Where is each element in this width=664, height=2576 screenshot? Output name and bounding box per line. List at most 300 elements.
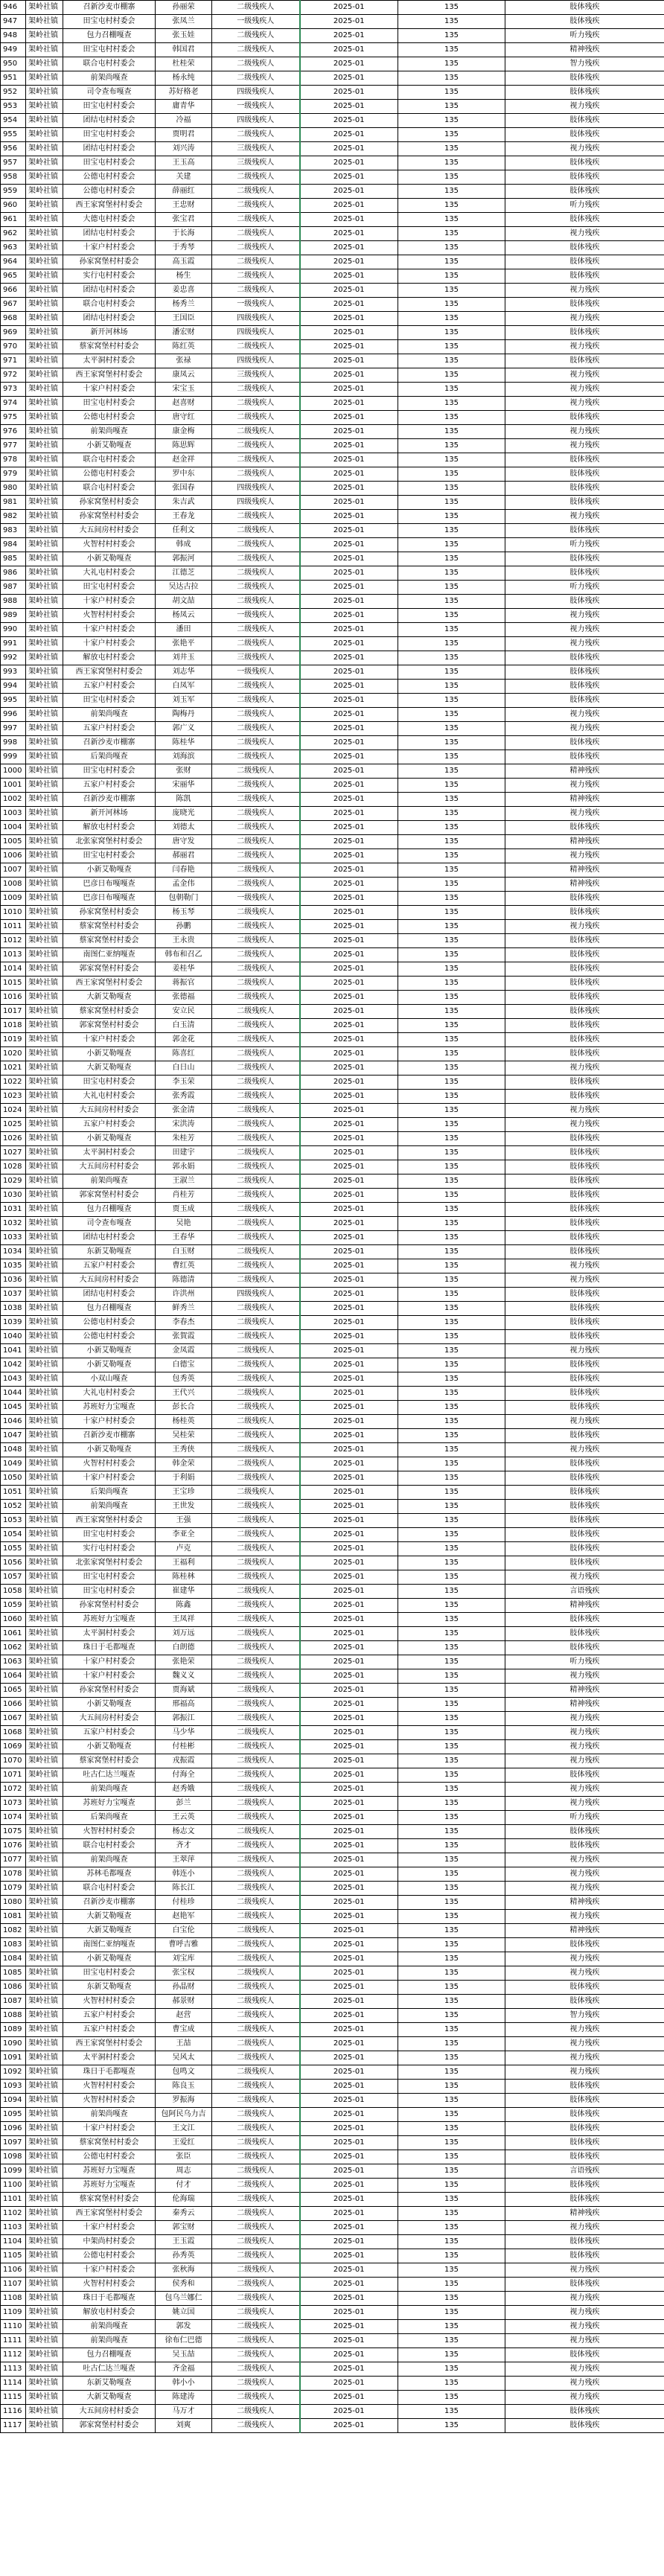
row-month: 2025-01	[300, 595, 398, 609]
row-category: 肢体残疾	[505, 1387, 664, 1401]
row-name: 张宝权	[156, 1966, 212, 1981]
row-amount: 135	[398, 779, 505, 793]
row-town: 架岭社镇	[26, 326, 63, 340]
table-row	[1, 128, 664, 142]
row-month: 2025-01	[300, 991, 398, 1005]
row-amount: 135	[398, 1146, 505, 1160]
row-village: 田宝屯村村委会	[63, 1076, 156, 1090]
table-row	[1, 298, 664, 312]
row-town: 架岭社镇	[26, 2108, 63, 2122]
row-town: 架岭社镇	[26, 1952, 63, 1966]
row-level: 二级残疾人	[212, 1005, 300, 1019]
row-category: 肢体残疾	[505, 1514, 664, 1528]
row-name: 张国春	[156, 482, 212, 496]
row-category: 肢体残疾	[505, 736, 664, 750]
row-village: 前架尚嘎查	[63, 2334, 156, 2348]
row-name: 郭振江	[156, 1712, 212, 1726]
row-level: 二级残疾人	[212, 1076, 300, 1090]
row-level: 三级残疾人	[212, 142, 300, 156]
row-category: 肢体残疾	[505, 453, 664, 467]
row-seq: 1095	[1, 2108, 26, 2122]
row-village: 司令查布嘎查	[63, 86, 156, 100]
row-month: 2025-01	[300, 496, 398, 510]
table-row	[1, 1005, 664, 1019]
row-amount: 135	[398, 1415, 505, 1429]
row-month: 2025-01	[300, 439, 398, 453]
row-category: 肢体残疾	[505, 1288, 664, 1302]
row-month: 2025-01	[300, 340, 398, 354]
row-month: 2025-01	[300, 1302, 398, 1316]
row-town: 架岭社镇	[26, 1401, 63, 1415]
row-level: 二级残疾人	[212, 2122, 300, 2136]
row-amount: 135	[398, 1641, 505, 1655]
row-amount: 135	[398, 439, 505, 453]
row-village: 包力召棚嘎查	[63, 29, 156, 43]
row-village: 五家户村村委会	[63, 2009, 156, 2023]
row-amount: 135	[398, 1599, 505, 1613]
row-town: 架岭社镇	[26, 1273, 63, 1288]
row-level: 二级残疾人	[212, 1853, 300, 1867]
row-seq: 1032	[1, 1217, 26, 1231]
table-row	[1, 2334, 664, 2348]
row-level: 二级残疾人	[212, 807, 300, 821]
row-town: 架岭社镇	[26, 1457, 63, 1471]
row-level: 二级残疾人	[212, 2377, 300, 2391]
row-town: 架岭社镇	[26, 1641, 63, 1655]
row-village: 大新艾勒嘎查	[63, 991, 156, 1005]
row-seq: 1024	[1, 1104, 26, 1118]
row-level: 二级残疾人	[212, 29, 300, 43]
row-level: 二级残疾人	[212, 2235, 300, 2249]
row-category: 肢体残疾	[505, 595, 664, 609]
table-row	[1, 764, 664, 779]
table-row	[1, 2108, 664, 2122]
row-category: 肢体残疾	[505, 1556, 664, 1570]
row-seq: 1063	[1, 1655, 26, 1669]
row-level: 二级残疾人	[212, 1754, 300, 1768]
row-category: 视力残疾	[505, 2292, 664, 2306]
row-month: 2025-01	[300, 368, 398, 383]
row-month: 2025-01	[300, 962, 398, 977]
row-name: 潘宏财	[156, 326, 212, 340]
row-seq: 1059	[1, 1599, 26, 1613]
row-level: 一级残疾人	[212, 298, 300, 312]
row-seq: 956	[1, 142, 26, 156]
table-body	[1, 1, 664, 2433]
row-town: 架岭社镇	[26, 1259, 63, 1273]
row-category: 视力残疾	[505, 1867, 664, 1882]
row-category: 视力残疾	[505, 609, 664, 623]
row-month: 2025-01	[300, 1090, 398, 1104]
row-name: 张秋海	[156, 2263, 212, 2278]
row-seq: 1022	[1, 1076, 26, 1090]
row-month: 2025-01	[300, 1259, 398, 1273]
row-village: 大五间房村村委会	[63, 1273, 156, 1288]
row-village: 司令查布嘎查	[63, 1217, 156, 1231]
table-row	[1, 482, 664, 496]
row-seq: 1071	[1, 1768, 26, 1783]
row-village: 蔡家窝堡村村委会	[63, 920, 156, 934]
row-name: 杨秀兰	[156, 298, 212, 312]
row-name: 徐布仁巴德	[156, 2334, 212, 2348]
row-town: 架岭社镇	[26, 1174, 63, 1189]
row-seq: 1044	[1, 1387, 26, 1401]
row-level: 二级残疾人	[212, 779, 300, 793]
table-row	[1, 57, 664, 71]
row-category: 肢体残疾	[505, 241, 664, 255]
row-town: 架岭社镇	[26, 354, 63, 368]
row-name: 杨桂英	[156, 1415, 212, 1429]
row-category: 视力残疾	[505, 722, 664, 736]
row-town: 架岭社镇	[26, 821, 63, 835]
table-row	[1, 15, 664, 29]
row-town: 架岭社镇	[26, 2306, 63, 2320]
table-row	[1, 595, 664, 609]
table-row	[1, 2221, 664, 2235]
row-name: 金凤霞	[156, 1344, 212, 1358]
row-village: 五家户村村委会	[63, 1118, 156, 1132]
row-village: 十家户村村委会	[63, 241, 156, 255]
row-category: 精神残疾	[505, 1684, 664, 1698]
row-amount: 135	[398, 269, 505, 284]
row-town: 架岭社镇	[26, 1853, 63, 1867]
row-seq: 959	[1, 185, 26, 199]
row-amount: 135	[398, 821, 505, 835]
table-row	[1, 1033, 664, 1047]
table-row	[1, 1910, 664, 1924]
row-month: 2025-01	[300, 241, 398, 255]
table-row	[1, 694, 664, 708]
row-name: 蒋振官	[156, 977, 212, 991]
table-row	[1, 1981, 664, 1995]
row-town: 架岭社镇	[26, 1726, 63, 1740]
table-row	[1, 524, 664, 538]
row-seq: 1106	[1, 2263, 26, 2278]
row-name: 刘德太	[156, 821, 212, 835]
row-level: 二级残疾人	[212, 793, 300, 807]
row-village: 大五间房村村委会	[63, 1160, 156, 1174]
row-amount: 135	[398, 2292, 505, 2306]
row-amount: 135	[398, 1783, 505, 1797]
row-name: 庸青华	[156, 100, 212, 114]
row-amount: 135	[398, 354, 505, 368]
row-category: 精神残疾	[505, 863, 664, 878]
table-row	[1, 2348, 664, 2362]
row-town: 架岭社镇	[26, 1783, 63, 1797]
row-amount: 135	[398, 1344, 505, 1358]
row-month: 2025-01	[300, 2150, 398, 2164]
row-seq: 953	[1, 100, 26, 114]
row-seq: 1079	[1, 1882, 26, 1896]
row-town: 架岭社镇	[26, 2094, 63, 2108]
row-category: 肢体残疾	[505, 2136, 664, 2150]
row-seq: 995	[1, 694, 26, 708]
row-name: 朱吉武	[156, 496, 212, 510]
row-name: 鲜秀兰	[156, 1302, 212, 1316]
row-month: 2025-01	[300, 1528, 398, 1542]
row-amount: 135	[398, 2263, 505, 2278]
row-month: 2025-01	[300, 750, 398, 764]
row-month: 2025-01	[300, 1924, 398, 1938]
row-level: 二级残疾人	[212, 1090, 300, 1104]
row-name: 贾玉成	[156, 1203, 212, 1217]
row-seq: 972	[1, 368, 26, 383]
row-category: 肢体残疾	[505, 482, 664, 496]
row-name: 杨凤云	[156, 609, 212, 623]
row-amount: 135	[398, 708, 505, 722]
table-row	[1, 1019, 664, 1033]
row-town: 架岭社镇	[26, 2136, 63, 2150]
row-village: 珠日于毛都嘎查	[63, 2292, 156, 2306]
row-village: 联合屯村村委会	[63, 1882, 156, 1896]
row-village: 解放屯村村委会	[63, 651, 156, 665]
table-row	[1, 1938, 664, 1952]
table-row	[1, 1655, 664, 1669]
table-row	[1, 934, 664, 948]
row-month: 2025-01	[300, 2122, 398, 2136]
table-row	[1, 1358, 664, 1372]
row-amount: 135	[398, 1655, 505, 1669]
row-month: 2025-01	[300, 269, 398, 284]
row-town: 架岭社镇	[26, 2263, 63, 2278]
row-level: 二级残疾人	[212, 1415, 300, 1429]
table-row	[1, 1443, 664, 1457]
row-name: 江德芝	[156, 566, 212, 581]
row-category: 视力残疾	[505, 2334, 664, 2348]
table-row	[1, 1387, 664, 1401]
row-name: 付才	[156, 2179, 212, 2193]
row-village: 小双山嘎查	[63, 1372, 156, 1387]
row-seq: 949	[1, 43, 26, 57]
row-level: 二级残疾人	[212, 1330, 300, 1344]
row-village: 珠日于毛都嘎查	[63, 1641, 156, 1655]
row-town: 架岭社镇	[26, 1712, 63, 1726]
row-amount: 135	[398, 1867, 505, 1882]
row-town: 架岭社镇	[26, 764, 63, 779]
table-row	[1, 156, 664, 170]
row-amount: 135	[398, 340, 505, 354]
row-level: 二级残疾人	[212, 1542, 300, 1556]
row-village: 太平洞村村委会	[63, 1627, 156, 1641]
row-level: 二级残疾人	[212, 680, 300, 694]
row-month: 2025-01	[300, 609, 398, 623]
row-name: 刘志华	[156, 665, 212, 680]
row-category: 肢体残疾	[505, 1981, 664, 1995]
row-category: 视力残疾	[505, 340, 664, 354]
table-row	[1, 114, 664, 128]
row-seq: 1010	[1, 906, 26, 920]
row-category: 肢体残疾	[505, 651, 664, 665]
row-level: 二级残疾人	[212, 2278, 300, 2292]
row-month: 2025-01	[300, 906, 398, 920]
table-row	[1, 354, 664, 368]
row-month: 2025-01	[300, 298, 398, 312]
row-amount: 135	[398, 2080, 505, 2094]
row-name: 白德宝	[156, 1358, 212, 1372]
row-level: 二级残疾人	[212, 962, 300, 977]
row-seq: 1000	[1, 764, 26, 779]
row-name: 安立民	[156, 1005, 212, 1019]
row-village: 小新艾勒嘎查	[63, 1740, 156, 1754]
row-amount: 135	[398, 1005, 505, 1019]
row-village: 团结屯村村委会	[63, 1288, 156, 1302]
table-row	[1, 651, 664, 665]
row-village: 十家户村村委会	[63, 595, 156, 609]
row-town: 架岭社镇	[26, 1910, 63, 1924]
row-seq: 960	[1, 199, 26, 213]
row-amount: 135	[398, 2405, 505, 2419]
row-town: 架岭社镇	[26, 2362, 63, 2377]
table-row	[1, 1783, 664, 1797]
table-row	[1, 496, 664, 510]
row-village: 蔡家窝堡村村委会	[63, 2193, 156, 2207]
row-town: 架岭社镇	[26, 1669, 63, 1684]
row-category: 听力残疾	[505, 538, 664, 552]
row-village: 火智村村村委会	[63, 2278, 156, 2292]
row-seq: 1109	[1, 2306, 26, 2320]
row-village: 孙家窝堡村村委会	[63, 496, 156, 510]
row-town: 架岭社镇	[26, 722, 63, 736]
row-month: 2025-01	[300, 1726, 398, 1740]
row-month: 2025-01	[300, 142, 398, 156]
row-name: 王云英	[156, 1811, 212, 1825]
row-month: 2025-01	[300, 2278, 398, 2292]
row-amount: 135	[398, 397, 505, 411]
row-town: 架岭社镇	[26, 1372, 63, 1387]
row-seq: 1087	[1, 1995, 26, 2009]
row-seq: 1021	[1, 1061, 26, 1076]
row-level: 二级残疾人	[212, 1429, 300, 1443]
row-category: 视力残疾	[505, 397, 664, 411]
table-row	[1, 2405, 664, 2419]
row-level: 二级残疾人	[212, 1457, 300, 1471]
row-level: 二级残疾人	[212, 199, 300, 213]
row-level: 二级残疾人	[212, 1189, 300, 1203]
row-village: 包力召棚嘎查	[63, 2348, 156, 2362]
row-seq: 962	[1, 227, 26, 241]
table-row	[1, 1132, 664, 1146]
row-month: 2025-01	[300, 2320, 398, 2334]
row-amount: 135	[398, 43, 505, 57]
row-category: 视力残疾	[505, 510, 664, 524]
row-level: 二级残疾人	[212, 1924, 300, 1938]
row-category: 肢体残疾	[505, 2405, 664, 2419]
row-name: 陈德清	[156, 1273, 212, 1288]
row-town: 架岭社镇	[26, 114, 63, 128]
row-town: 架岭社镇	[26, 2065, 63, 2080]
row-amount: 135	[398, 1726, 505, 1740]
row-amount: 135	[398, 1500, 505, 1514]
row-month: 2025-01	[300, 1740, 398, 1754]
row-name: 刘万远	[156, 1627, 212, 1641]
row-amount: 135	[398, 595, 505, 609]
row-seq: 1104	[1, 2235, 26, 2249]
row-name: 刘爽	[156, 2419, 212, 2433]
row-seq: 1064	[1, 1669, 26, 1684]
row-town: 架岭社镇	[26, 962, 63, 977]
table-row	[1, 581, 664, 595]
row-category: 肢体残疾	[505, 1189, 664, 1203]
row-month: 2025-01	[300, 2362, 398, 2377]
row-town: 架岭社镇	[26, 1684, 63, 1698]
row-name: 姜忠喜	[156, 284, 212, 298]
row-category: 视力残疾	[505, 1118, 664, 1132]
row-village: 包力召棚嘎查	[63, 1302, 156, 1316]
row-category: 肢体残疾	[505, 2193, 664, 2207]
row-town: 架岭社镇	[26, 566, 63, 581]
row-seq: 1041	[1, 1344, 26, 1358]
row-town: 架岭社镇	[26, 1613, 63, 1627]
row-category: 精神残疾	[505, 878, 664, 892]
table-row	[1, 185, 664, 199]
row-town: 架岭社镇	[26, 43, 63, 57]
row-village: 西王家窝堡村村委会	[63, 977, 156, 991]
table-row	[1, 1995, 664, 2009]
row-amount: 135	[398, 1627, 505, 1641]
row-seq: 1093	[1, 2080, 26, 2094]
row-level: 二级残疾人	[212, 1104, 300, 1118]
row-seq: 986	[1, 566, 26, 581]
row-seq: 1067	[1, 1712, 26, 1726]
row-name: 贾海斌	[156, 1684, 212, 1698]
row-town: 架岭社镇	[26, 1839, 63, 1853]
row-month: 2025-01	[300, 2164, 398, 2179]
row-seq: 1042	[1, 1358, 26, 1372]
row-level: 二级残疾人	[212, 920, 300, 934]
row-amount: 135	[398, 482, 505, 496]
table-row	[1, 1245, 664, 1259]
row-seq: 1096	[1, 2122, 26, 2136]
row-category: 视力残疾	[505, 2221, 664, 2235]
row-name: 康凤云	[156, 368, 212, 383]
row-amount: 135	[398, 2179, 505, 2193]
row-category: 肢体残疾	[505, 170, 664, 185]
row-village: 南图仁亚纳嘎查	[63, 948, 156, 962]
row-month: 2025-01	[300, 397, 398, 411]
row-month: 2025-01	[300, 821, 398, 835]
row-category: 肢体残疾	[505, 962, 664, 977]
row-level: 二级残疾人	[212, 2348, 300, 2362]
row-name: 韩国君	[156, 43, 212, 57]
row-level: 一级残疾人	[212, 665, 300, 680]
row-village: 东新艾勒嘎查	[63, 1981, 156, 1995]
row-village: 大五间房村村委会	[63, 524, 156, 538]
row-category: 视力残疾	[505, 1740, 664, 1754]
table-row	[1, 1047, 664, 1061]
row-seq: 961	[1, 213, 26, 227]
row-level: 二级残疾人	[212, 467, 300, 482]
row-month: 2025-01	[300, 71, 398, 86]
row-seq: 1114	[1, 2377, 26, 2391]
row-name: 高玉霞	[156, 255, 212, 269]
row-town: 架岭社镇	[26, 1938, 63, 1952]
row-level: 二级残疾人	[212, 128, 300, 142]
row-village: 火智村村村委会	[63, 1825, 156, 1839]
table-row	[1, 2179, 664, 2193]
row-amount: 135	[398, 1839, 505, 1853]
table-row	[1, 2136, 664, 2150]
table-row	[1, 1203, 664, 1217]
row-village: 五家户村村委会	[63, 1726, 156, 1740]
row-amount: 135	[398, 185, 505, 199]
row-amount: 135	[398, 1019, 505, 1033]
row-seq: 1048	[1, 1443, 26, 1457]
row-amount: 135	[398, 2235, 505, 2249]
row-amount: 135	[398, 948, 505, 962]
row-amount: 135	[398, 29, 505, 43]
row-village: 大新艾勒嘎查	[63, 1924, 156, 1938]
row-level: 二级残疾人	[212, 1952, 300, 1966]
